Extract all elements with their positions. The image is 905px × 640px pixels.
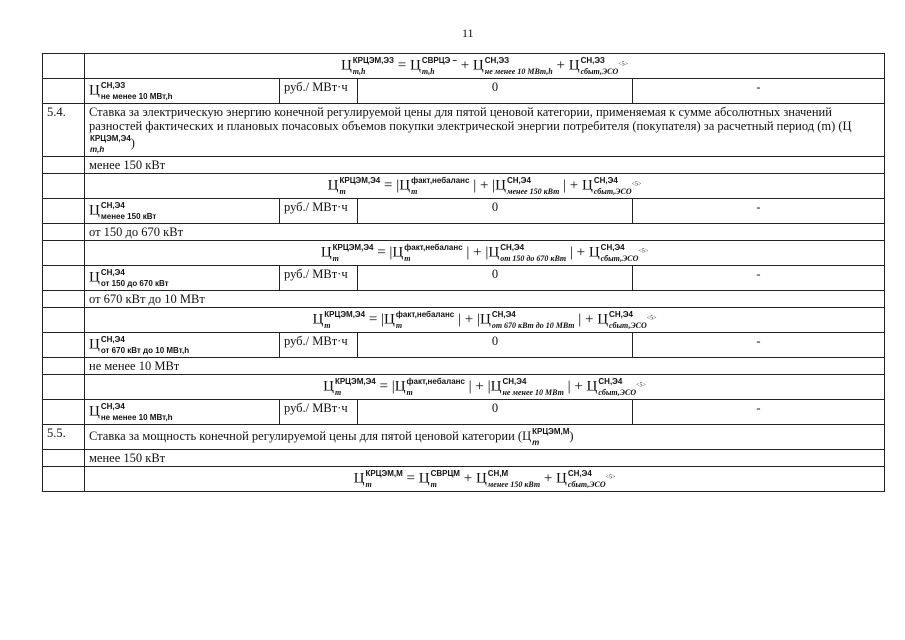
dash-cell: - xyxy=(633,199,885,224)
param-symbol: Ц СН,Э4 менее 150 кВт xyxy=(85,199,280,224)
formula-row xyxy=(43,54,885,79)
value-cell: 0 xyxy=(358,79,633,104)
formula-e4: Ц КРЦЭМ,Э4 m = |Ц факт,небаланс m | + |Ц СН,Э4 не менее 10 МВт | + Ц СН,Э4 сбыт,ЭСО $^{<5>}$ xyxy=(85,375,885,400)
value-cell: 0 xyxy=(358,333,633,358)
section-5-4-groups xyxy=(43,157,885,425)
value-row xyxy=(43,199,885,224)
group-label-row xyxy=(43,224,885,241)
tariff-table xyxy=(42,53,885,492)
unit-cell: руб./ МВт·ч xyxy=(280,400,358,425)
formula-m: Ц КРЦЭМ,М m = Ц СВРЦМ m + Ц СН,М менее 150 кВт + Ц СН,Э4 сбыт,ЭСО $^{<5>}$ xyxy=(85,467,885,492)
value-cell: 0 xyxy=(358,400,633,425)
group-label-row xyxy=(43,358,885,375)
unit-cell: руб./ МВт·ч xyxy=(280,79,358,104)
section-number: 5.4. xyxy=(43,104,85,157)
group-label-row xyxy=(43,291,885,308)
formula-e4: Ц КРЦЭМ,Э4 m = |Ц факт,небаланс m | + |Ц СН,Э4 менее 150 кВт | + Ц СН,Э4 сбыт,ЭСО $^{<5>}$ xyxy=(85,174,885,199)
page-number: 11 xyxy=(462,26,474,40)
dash-cell: - xyxy=(633,400,885,425)
value-row xyxy=(43,333,885,358)
group-label: не менее 10 МВт xyxy=(85,358,885,375)
dash-cell: - xyxy=(633,333,885,358)
section-5-5-header xyxy=(43,425,885,450)
section-description: Ставка за электрическую энергию конечной регулируемой цены для пятой ценовой категории, применяемая к сумме абсолютных значений разностей фактических и плановых почасовых объемов покупки электрической энергии потребителя (покупателя) за расчетный период (m) (Ц КРЦЭМ,Э4 m,h ) xyxy=(85,104,885,157)
formula-e4: Ц КРЦЭМ,Э4 m = |Ц факт,небаланс m | + |Ц СН,Э4 от 150 до 670 кВт | + Ц СН,Э4 сбыт,ЭСО $^{<5>}$ xyxy=(85,241,885,266)
formula-e4: Ц КРЦЭМ,Э4 m = |Ц факт,небаланс m | + |Ц СН,Э4 от 670 кВт до 10 МВт | + Ц СН,Э4 сбыт,ЭСО $^{<5>}$ xyxy=(85,308,885,333)
param-symbol: Ц СН,Э4 от 150 до 670 кВт xyxy=(85,266,280,291)
formula-row xyxy=(43,375,885,400)
formula-row xyxy=(43,467,885,492)
group-label: менее 150 кВт xyxy=(85,157,885,174)
unit-cell: руб./ МВт·ч xyxy=(280,199,358,224)
group-label-row xyxy=(43,450,885,467)
param-symbol: Ц СН,Э4 не менее 10 МВт,h xyxy=(85,400,280,425)
value-row xyxy=(43,79,885,104)
section-number: 5.5. xyxy=(43,425,85,450)
formula-row xyxy=(43,308,885,333)
unit-cell: руб./ МВт·ч xyxy=(280,333,358,358)
section-5-4-header xyxy=(43,104,885,157)
unit-cell: руб./ МВт·ч xyxy=(280,266,358,291)
formula-row xyxy=(43,241,885,266)
dash-cell: - xyxy=(633,79,885,104)
group-label-row xyxy=(43,157,885,174)
param-symbol: Ц СН,ЭЗ не менее 10 МВт,h xyxy=(85,79,280,104)
formula-row xyxy=(43,174,885,199)
value-cell: 0 xyxy=(358,266,633,291)
section-description: Ставка за мощность конечной регулируемой цены для пятой ценовой категории (Ц КРЦЭМ,М m ) xyxy=(85,425,885,450)
group-label: от 670 кВт до 10 МВт xyxy=(85,291,885,308)
dash-cell: - xyxy=(633,266,885,291)
formula-e3: Ц КРЦЭМ,ЭЗ m,h = Ц СВРЦЭ – m,h + Ц СН,ЭЗ не менее 10 МВт,h + Ц СН,ЭЗ сбыт,ЭСО $^{<5>}$ xyxy=(85,54,885,79)
group-label: от 150 до 670 кВт xyxy=(85,224,885,241)
value-row xyxy=(43,400,885,425)
value-cell: 0 xyxy=(358,199,633,224)
group-label: менее 150 кВт xyxy=(85,450,885,467)
value-row xyxy=(43,266,885,291)
param-symbol: Ц СН,Э4 от 670 кВт до 10 МВт,h xyxy=(85,333,280,358)
